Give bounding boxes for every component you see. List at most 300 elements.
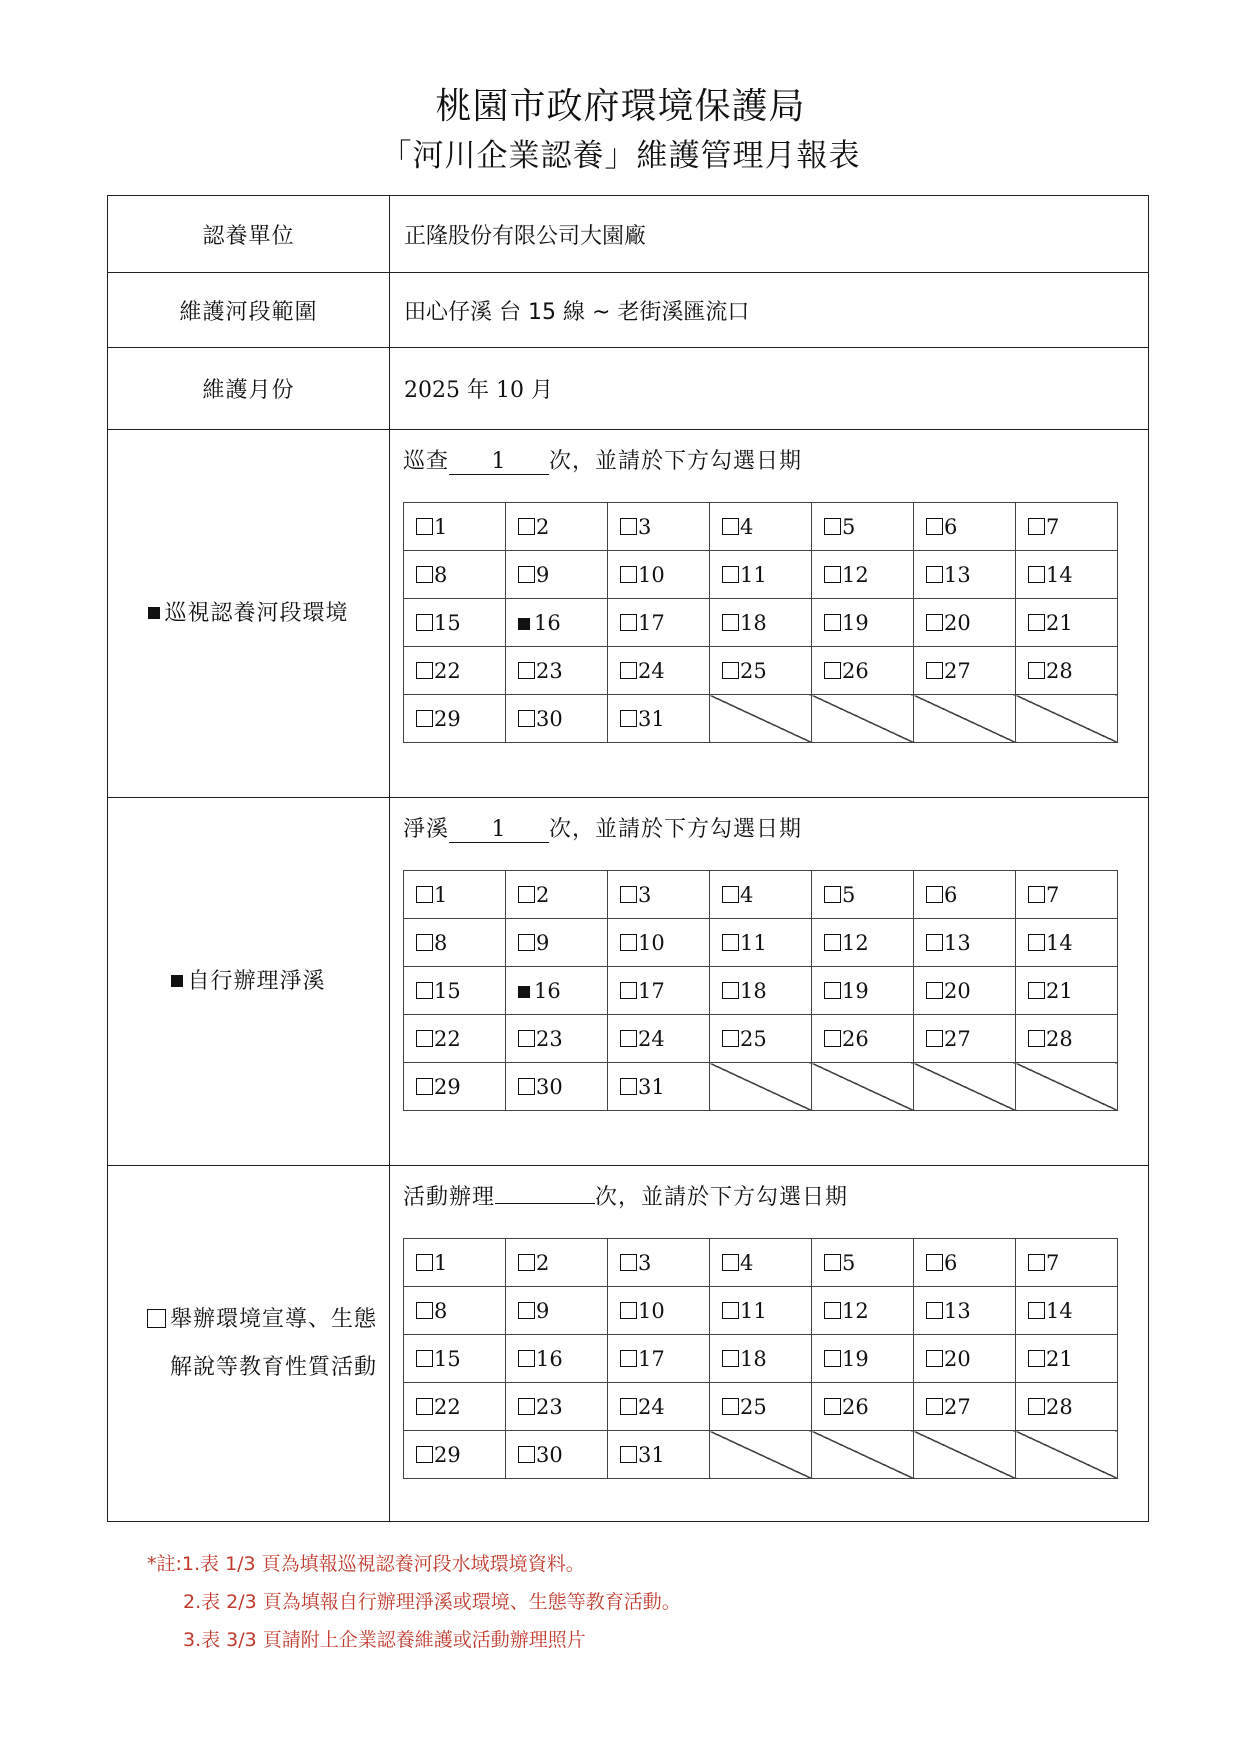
date-checkbox-cell[interactable]	[812, 967, 914, 1015]
checkbox-icon[interactable]	[518, 1030, 535, 1047]
date-label: 31	[638, 706, 665, 731]
date-checkbox-cell[interactable]	[1016, 1335, 1118, 1383]
date-checkbox-cell[interactable]	[812, 1287, 914, 1335]
checkbox-icon[interactable]	[926, 566, 943, 583]
checkbox-icon[interactable]	[824, 1302, 841, 1319]
date-label: 11	[740, 562, 767, 587]
date-checkbox-cell[interactable]	[404, 1335, 506, 1383]
checkbox-icon[interactable]	[1028, 886, 1045, 903]
date-grid-row	[404, 871, 1118, 919]
checkbox-icon[interactable]	[518, 662, 535, 679]
date-checkbox-cell[interactable]	[710, 871, 812, 919]
date-checkbox-cell[interactable]	[1016, 1015, 1118, 1063]
checkbox-icon[interactable]	[722, 1398, 739, 1415]
date-checkbox-cell[interactable]	[914, 919, 1016, 967]
empty-date-cell	[914, 1431, 1016, 1479]
date-checkbox-cell[interactable]	[506, 1287, 608, 1335]
section-inspection-content	[390, 430, 1149, 798]
empty-date-cell	[812, 1431, 914, 1479]
checkbox-icon[interactable]	[620, 934, 637, 951]
checkbox-icon[interactable]	[518, 1302, 535, 1319]
checkbox-icon[interactable]	[416, 614, 433, 631]
date-checkbox-cell[interactable]	[506, 1063, 608, 1111]
date-checkbox-cell[interactable]	[506, 503, 608, 551]
checkbox-icon[interactable]	[824, 1030, 841, 1047]
date-label: 6	[944, 1250, 958, 1275]
date-label: 10	[638, 1298, 665, 1323]
date-checkbox-cell[interactable]	[506, 919, 608, 967]
date-label: 9	[536, 930, 550, 955]
date-checkbox-cell[interactable]	[506, 1239, 608, 1287]
date-grid-row	[404, 967, 1118, 1015]
date-checkbox-cell[interactable]	[404, 871, 506, 919]
checkbox-icon[interactable]	[1028, 1302, 1045, 1319]
date-label: 29	[434, 1074, 461, 1099]
date-label: 6	[944, 514, 958, 539]
month-label: 維護月份	[108, 348, 390, 430]
date-label: 31	[638, 1442, 665, 1467]
date-checkbox-cell[interactable]	[1016, 1287, 1118, 1335]
date-label: 18	[740, 610, 767, 635]
checkbox-icon[interactable]	[926, 982, 943, 999]
date-grid-row	[404, 503, 1118, 551]
checkbox-icon[interactable]	[722, 566, 739, 583]
checkbox-icon[interactable]	[416, 1078, 433, 1095]
checkbox-icon[interactable]	[416, 982, 433, 999]
section-activity-content	[390, 1166, 1149, 1522]
date-label: 10	[638, 562, 665, 587]
date-checkbox-cell[interactable]	[608, 1239, 710, 1287]
date-label: 27	[944, 658, 971, 683]
date-checkbox-cell[interactable]	[608, 871, 710, 919]
checkbox-icon[interactable]	[416, 886, 433, 903]
date-checkbox-cell[interactable]	[404, 1431, 506, 1479]
date-checkbox-cell[interactable]	[608, 695, 710, 743]
empty-date-cell	[914, 1063, 1016, 1111]
date-label: 16	[534, 610, 561, 635]
checkbox-icon[interactable]	[416, 1302, 433, 1319]
checked-square-icon[interactable]	[171, 975, 183, 987]
footnote-2: 2.表 2/3 頁為填報自行辦理淨溪或環境、生態等教育活動。	[183, 1591, 681, 1613]
date-label: 23	[536, 1394, 563, 1419]
section-activity-label: 舉辦環境宣導、生態 解說等教育性質活動	[108, 1296, 389, 1392]
date-checkbox-cell[interactable]	[812, 551, 914, 599]
footnotes	[147, 1545, 681, 1659]
checkbox-icon[interactable]	[518, 1446, 535, 1463]
date-label: 17	[638, 1346, 665, 1371]
checkbox-icon[interactable]	[518, 710, 535, 727]
date-checkbox-cell[interactable]	[1016, 599, 1118, 647]
checkbox-icon[interactable]	[824, 662, 841, 679]
checkbox-icon[interactable]	[824, 1254, 841, 1271]
range-label: 維護河段範圍	[108, 273, 390, 348]
date-checkbox-cell[interactable]	[710, 551, 812, 599]
checkbox-icon[interactable]	[416, 1030, 433, 1047]
checkbox-icon[interactable]	[824, 1398, 841, 1415]
checkbox-icon[interactable]	[518, 886, 535, 903]
checkbox-icon[interactable]	[1028, 934, 1045, 951]
checkbox-icon[interactable]	[824, 934, 841, 951]
date-label: 26	[842, 658, 869, 683]
date-checkbox-cell[interactable]	[710, 1015, 812, 1063]
checkbox-icon[interactable]	[416, 1254, 433, 1271]
date-checkbox-cell[interactable]	[914, 1287, 1016, 1335]
date-label: 21	[1046, 978, 1073, 1003]
date-label: 2	[536, 514, 550, 539]
date-grid-row	[404, 599, 1118, 647]
date-checkbox-cell[interactable]	[506, 1015, 608, 1063]
checkbox-icon[interactable]	[416, 710, 433, 727]
date-checkbox-cell[interactable]	[812, 503, 914, 551]
date-label: 13	[944, 930, 971, 955]
checkbox-icon[interactable]	[722, 1350, 739, 1367]
checkbox-icon[interactable]	[620, 1350, 637, 1367]
date-checkbox-cell[interactable]	[608, 967, 710, 1015]
range-value: 田心仔溪 台 15 線 ~ 老街溪匯流口	[390, 273, 1149, 348]
date-checkbox-cell[interactable]	[404, 1063, 506, 1111]
date-label: 3	[638, 882, 652, 907]
date-checkbox-cell[interactable]	[1016, 1383, 1118, 1431]
date-checkbox-cell[interactable]	[1016, 871, 1118, 919]
checked-box-icon[interactable]	[518, 618, 530, 630]
date-grid-row	[404, 1287, 1118, 1335]
date-label: 29	[434, 1442, 461, 1467]
date-checkbox-cell[interactable]	[404, 503, 506, 551]
date-checkbox-cell[interactable]	[608, 647, 710, 695]
checkbox-icon[interactable]	[722, 934, 739, 951]
date-checkbox-cell[interactable]	[608, 1431, 710, 1479]
date-label: 1	[434, 882, 448, 907]
unit-value: 正隆股份有限公司大園廠	[390, 196, 1149, 273]
date-checkbox-cell[interactable]	[404, 695, 506, 743]
date-label: 19	[842, 1346, 869, 1371]
date-label: 23	[536, 658, 563, 683]
checkbox-icon[interactable]	[1028, 662, 1045, 679]
date-checkbox-cell[interactable]	[608, 1383, 710, 1431]
date-grid-row	[404, 551, 1118, 599]
checkbox-icon[interactable]	[926, 1398, 943, 1415]
section-activity-label-cell	[108, 1166, 390, 1522]
date-label: 25	[740, 1026, 767, 1051]
checkbox-icon[interactable]	[824, 566, 841, 583]
date-label: 3	[638, 514, 652, 539]
date-checkbox-cell[interactable]	[914, 1383, 1016, 1431]
unchecked-square-icon[interactable]	[147, 1309, 166, 1328]
checkbox-icon[interactable]	[1028, 1254, 1045, 1271]
date-checkbox-cell[interactable]	[506, 1335, 608, 1383]
date-checkbox-cell[interactable]	[914, 1015, 1016, 1063]
date-checkbox-cell[interactable]	[812, 1015, 914, 1063]
date-checkbox-cell[interactable]	[404, 599, 506, 647]
page-subtitle: 「河川企業認養」維護管理月報表	[380, 138, 861, 174]
section-cleanup-heading: 淨溪 1 次，並請於下方勾選日期	[403, 817, 803, 842]
date-label: 20	[944, 610, 971, 635]
date-checkbox-cell[interactable]	[506, 551, 608, 599]
date-checkbox-cell[interactable]	[914, 871, 1016, 919]
date-label: 20	[944, 978, 971, 1003]
cleanup-date-grid	[403, 870, 1118, 1111]
date-label: 12	[842, 1298, 869, 1323]
date-label: 11	[740, 1298, 767, 1323]
date-label: 1	[434, 1250, 448, 1275]
checkbox-icon[interactable]	[824, 518, 841, 535]
date-checkbox-cell[interactable]	[404, 967, 506, 1015]
date-checkbox-cell[interactable]	[506, 599, 608, 647]
checkbox-icon[interactable]	[518, 1254, 535, 1271]
empty-date-cell	[812, 695, 914, 743]
date-label: 1	[434, 514, 448, 539]
date-grid-row	[404, 919, 1118, 967]
checkbox-icon[interactable]	[824, 1350, 841, 1367]
date-label: 8	[434, 562, 448, 587]
unit-label: 認養單位	[108, 196, 390, 273]
date-checkbox-cell[interactable]	[710, 1287, 812, 1335]
date-label: 5	[842, 882, 856, 907]
date-checkbox-cell[interactable]	[608, 1335, 710, 1383]
date-label: 5	[842, 1250, 856, 1275]
section-inspection-label-cell	[108, 430, 390, 798]
date-grid-row	[404, 1335, 1118, 1383]
report-table	[107, 195, 1149, 1522]
date-label: 5	[842, 514, 856, 539]
date-label: 21	[1046, 610, 1073, 635]
date-checkbox-cell[interactable]	[1016, 503, 1118, 551]
date-checkbox-cell[interactable]	[812, 1239, 914, 1287]
checkbox-icon[interactable]	[620, 518, 637, 535]
checkbox-icon[interactable]	[926, 1030, 943, 1047]
cleanup-count-field[interactable]: 1	[449, 818, 549, 843]
date-checkbox-cell[interactable]	[506, 871, 608, 919]
checkbox-icon[interactable]	[416, 934, 433, 951]
checkbox-icon[interactable]	[620, 1398, 637, 1415]
checkbox-icon[interactable]	[620, 1254, 637, 1271]
checkbox-icon[interactable]	[620, 982, 637, 999]
date-label: 11	[740, 930, 767, 955]
date-checkbox-cell[interactable]	[404, 1239, 506, 1287]
date-label: 2	[536, 1250, 550, 1275]
date-label: 7	[1046, 882, 1060, 907]
date-label: 15	[434, 610, 461, 635]
checkbox-icon[interactable]	[926, 886, 943, 903]
date-label: 19	[842, 610, 869, 635]
date-checkbox-cell[interactable]	[710, 1383, 812, 1431]
date-grid-row	[404, 1383, 1118, 1431]
checkbox-icon[interactable]	[722, 886, 739, 903]
empty-date-cell	[1016, 695, 1118, 743]
date-checkbox-cell[interactable]	[812, 1335, 914, 1383]
checkbox-icon[interactable]	[620, 1030, 637, 1047]
date-checkbox-cell[interactable]	[812, 647, 914, 695]
checkbox-icon[interactable]	[620, 886, 637, 903]
date-checkbox-cell[interactable]	[710, 919, 812, 967]
date-grid-row	[404, 647, 1118, 695]
date-checkbox-cell[interactable]	[506, 967, 608, 1015]
checkbox-icon[interactable]	[722, 518, 739, 535]
date-checkbox-cell[interactable]	[404, 551, 506, 599]
checkbox-icon[interactable]	[518, 1350, 535, 1367]
date-checkbox-cell[interactable]	[404, 1287, 506, 1335]
checkbox-icon[interactable]	[1028, 566, 1045, 583]
checkbox-icon[interactable]	[416, 566, 433, 583]
date-checkbox-cell[interactable]	[1016, 551, 1118, 599]
checkbox-icon[interactable]	[722, 662, 739, 679]
date-checkbox-cell[interactable]	[1016, 647, 1118, 695]
checkbox-icon[interactable]	[926, 518, 943, 535]
date-checkbox-cell[interactable]	[914, 551, 1016, 599]
activity-count-field[interactable]	[495, 1203, 595, 1204]
empty-date-cell	[812, 1063, 914, 1111]
date-checkbox-cell[interactable]	[608, 1287, 710, 1335]
date-checkbox-cell[interactable]	[608, 919, 710, 967]
date-checkbox-cell[interactable]	[608, 1063, 710, 1111]
date-label: 17	[638, 978, 665, 1003]
date-checkbox-cell[interactable]	[1016, 919, 1118, 967]
date-checkbox-cell[interactable]	[506, 647, 608, 695]
date-checkbox-cell[interactable]	[710, 647, 812, 695]
checkbox-icon[interactable]	[722, 1254, 739, 1271]
checkbox-icon[interactable]	[926, 1302, 943, 1319]
checkbox-icon[interactable]	[926, 1350, 943, 1367]
checkbox-icon[interactable]	[416, 518, 433, 535]
date-label: 23	[536, 1026, 563, 1051]
checkbox-icon[interactable]	[518, 1078, 535, 1095]
date-label: 27	[944, 1394, 971, 1419]
date-checkbox-cell[interactable]	[812, 919, 914, 967]
checkbox-icon[interactable]	[518, 566, 535, 583]
checkbox-icon[interactable]	[518, 518, 535, 535]
date-label: 9	[536, 1298, 550, 1323]
date-label: 28	[1046, 1394, 1073, 1419]
date-checkbox-cell[interactable]	[812, 599, 914, 647]
date-label: 22	[434, 658, 461, 683]
checkbox-icon[interactable]	[620, 1446, 637, 1463]
date-checkbox-cell[interactable]	[710, 503, 812, 551]
checkbox-icon[interactable]	[620, 566, 637, 583]
date-grid-row	[404, 1431, 1118, 1479]
date-label: 16	[536, 1346, 563, 1371]
date-checkbox-cell[interactable]	[710, 599, 812, 647]
checkbox-icon[interactable]	[620, 1302, 637, 1319]
date-checkbox-cell[interactable]	[506, 695, 608, 743]
date-checkbox-cell[interactable]	[914, 1239, 1016, 1287]
checkbox-icon[interactable]	[620, 614, 637, 631]
date-checkbox-cell[interactable]	[506, 1431, 608, 1479]
footnote-3: 3.表 3/3 頁請附上企業認養維護或活動辦理照片	[183, 1629, 586, 1651]
date-checkbox-cell[interactable]	[608, 599, 710, 647]
footnote-1: *註:1.表 1/3 頁為填報巡視認養河段水域環境資料。	[147, 1553, 585, 1575]
checkbox-icon[interactable]	[722, 614, 739, 631]
section-cleanup-content	[390, 798, 1149, 1166]
date-label: 4	[740, 882, 754, 907]
date-checkbox-cell[interactable]	[914, 647, 1016, 695]
date-checkbox-cell[interactable]	[404, 919, 506, 967]
checkbox-icon[interactable]	[1028, 982, 1045, 999]
checkbox-icon[interactable]	[722, 982, 739, 999]
checkbox-icon[interactable]	[1028, 1398, 1045, 1415]
month-value: 2025 年 10 月	[390, 348, 1149, 430]
empty-date-cell	[710, 695, 812, 743]
date-checkbox-cell[interactable]	[710, 967, 812, 1015]
date-label: 14	[1046, 930, 1073, 955]
checked-box-icon[interactable]	[518, 986, 530, 998]
checkbox-icon[interactable]	[722, 1302, 739, 1319]
date-checkbox-cell[interactable]	[1016, 967, 1118, 1015]
section-inspection-label: 巡視認養河段環境	[148, 601, 348, 626]
checkbox-icon[interactable]	[1028, 1030, 1045, 1047]
date-label: 24	[638, 658, 665, 683]
date-checkbox-cell[interactable]	[404, 647, 506, 695]
checkbox-icon[interactable]	[926, 1254, 943, 1271]
date-label: 13	[944, 1298, 971, 1323]
date-label: 15	[434, 978, 461, 1003]
date-checkbox-cell[interactable]	[404, 1383, 506, 1431]
date-label: 14	[1046, 562, 1073, 587]
date-checkbox-cell[interactable]	[1016, 1239, 1118, 1287]
date-label: 7	[1046, 514, 1060, 539]
date-label: 4	[740, 514, 754, 539]
checkbox-icon[interactable]	[722, 1030, 739, 1047]
date-checkbox-cell[interactable]	[710, 1239, 812, 1287]
date-checkbox-cell[interactable]	[608, 503, 710, 551]
date-label: 8	[434, 1298, 448, 1323]
checkbox-icon[interactable]	[1028, 518, 1045, 535]
date-checkbox-cell[interactable]	[710, 1335, 812, 1383]
checkbox-icon[interactable]	[824, 614, 841, 631]
date-checkbox-cell[interactable]	[914, 503, 1016, 551]
date-checkbox-cell[interactable]	[812, 871, 914, 919]
empty-date-cell	[1016, 1063, 1118, 1111]
checkbox-icon[interactable]	[824, 982, 841, 999]
date-checkbox-cell[interactable]	[914, 599, 1016, 647]
checkbox-icon[interactable]	[926, 614, 943, 631]
date-label: 7	[1046, 1250, 1060, 1275]
checkbox-icon[interactable]	[620, 662, 637, 679]
checkbox-icon[interactable]	[824, 886, 841, 903]
checkbox-icon[interactable]	[1028, 1350, 1045, 1367]
checkbox-icon[interactable]	[926, 934, 943, 951]
date-checkbox-cell[interactable]	[914, 1335, 1016, 1383]
checkbox-icon[interactable]	[416, 1398, 433, 1415]
checkbox-icon[interactable]	[620, 1078, 637, 1095]
date-label: 28	[1046, 1026, 1073, 1051]
inspection-count-field[interactable]: 1	[449, 450, 549, 475]
date-grid-row	[404, 695, 1118, 743]
date-label: 24	[638, 1394, 665, 1419]
date-checkbox-cell[interactable]	[506, 1383, 608, 1431]
date-grid-row	[404, 1239, 1118, 1287]
checkbox-icon[interactable]	[1028, 614, 1045, 631]
date-label: 24	[638, 1026, 665, 1051]
date-checkbox-cell[interactable]	[812, 1383, 914, 1431]
checked-square-icon[interactable]	[148, 607, 160, 619]
checkbox-icon[interactable]	[416, 1446, 433, 1463]
section-cleanup-label-cell	[108, 798, 390, 1166]
checkbox-icon[interactable]	[926, 662, 943, 679]
checkbox-icon[interactable]	[518, 1398, 535, 1415]
checkbox-icon[interactable]	[416, 662, 433, 679]
date-checkbox-cell[interactable]	[608, 551, 710, 599]
date-label: 21	[1046, 1346, 1073, 1371]
date-checkbox-cell[interactable]	[404, 1015, 506, 1063]
checkbox-icon[interactable]	[416, 1350, 433, 1367]
checkbox-icon[interactable]	[518, 934, 535, 951]
date-label: 17	[638, 610, 665, 635]
checkbox-icon[interactable]	[620, 710, 637, 727]
empty-date-cell	[710, 1431, 812, 1479]
date-grid-row	[404, 1015, 1118, 1063]
date-checkbox-cell[interactable]	[914, 967, 1016, 1015]
date-checkbox-cell[interactable]	[608, 1015, 710, 1063]
